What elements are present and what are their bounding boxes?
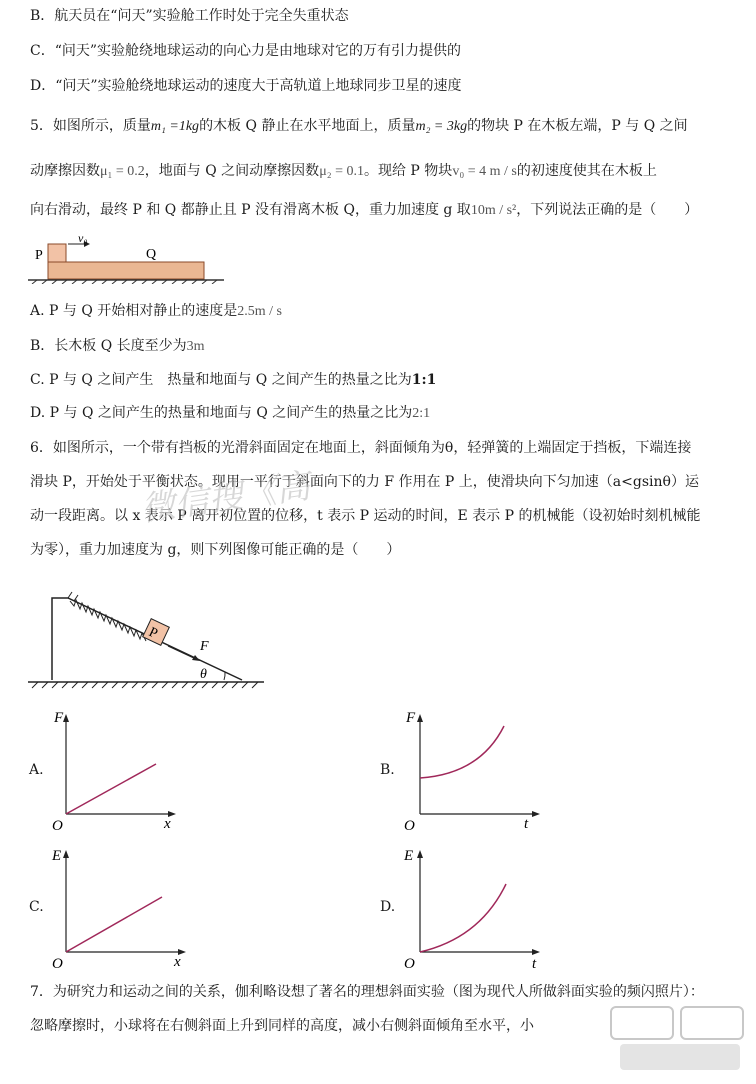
board-q xyxy=(48,262,204,279)
q5-text: 。现给 P 物块 xyxy=(363,163,453,179)
graph-b-label: B. xyxy=(380,762,395,778)
x-axis-label: x xyxy=(174,954,181,970)
q5-text: 动摩擦因数 xyxy=(30,163,100,179)
y-axis-label: F xyxy=(406,710,416,726)
graph-b xyxy=(400,706,550,834)
q5-option-text: C. P 与 Q 之间产生 热量和地面与 Q 之间产生的热量之比为 xyxy=(30,372,412,388)
q5-stem-line2 xyxy=(30,161,657,182)
origin-label: O xyxy=(404,818,415,834)
graph-d xyxy=(400,842,550,970)
x-axis-label: t xyxy=(524,816,529,832)
q5-stem-line3 xyxy=(30,200,698,221)
q5-stem-line1 xyxy=(30,116,688,137)
q5-g: 10m / s² xyxy=(470,203,517,218)
q5-option-text: D. P 与 Q 之间产生的热量和地面与 Q 之间产生的热量之比为 xyxy=(30,405,413,421)
y-axis-label: E xyxy=(52,848,62,864)
corner-watermark-logo xyxy=(600,1000,750,1080)
label-p: P xyxy=(35,248,43,263)
y-axis-label: E xyxy=(404,848,414,864)
origin-label: O xyxy=(52,956,63,970)
graph-line xyxy=(66,897,162,952)
force-label: F xyxy=(200,639,209,654)
graph-curve xyxy=(420,884,506,952)
q5-option-text: B．长木板 Q 长度至少为 xyxy=(30,338,187,354)
x-axis-label: x xyxy=(164,816,171,832)
q5-text: 的初速度使其在木板上 xyxy=(516,163,657,179)
origin-label: O xyxy=(52,818,63,834)
q5-option-value: 2.5m / s xyxy=(237,304,282,319)
q7-stem-line2: 忽略摩擦时，小球将在右侧斜面上升到同样的高度，减小右侧斜面倾角至水平，小 xyxy=(30,1018,534,1034)
label-v0: v₀ xyxy=(78,231,88,245)
graph-curve xyxy=(420,726,504,778)
graph-a-label: A. xyxy=(29,762,44,778)
label-q: Q xyxy=(146,247,157,262)
q6-stem-line2: 滑块 P，开始处于平衡状态。现用一平行于斜面向下的力 F 作用在 P 上，使滑块向下匀加速（a<gsinθ）运 xyxy=(30,474,699,490)
y-axis-arrow xyxy=(417,850,423,858)
q5-text: ，下列说法正确的是（ ） xyxy=(516,202,699,218)
q6-incline-figure xyxy=(28,578,268,690)
x-axis-arrow xyxy=(532,949,540,955)
q5-option-b xyxy=(30,336,205,357)
x-axis-arrow xyxy=(532,811,540,817)
ground-hatch xyxy=(32,682,258,688)
q7-stem-line1: 7．为研究力和运动之间的关系，伽利略设想了著名的理想斜面实验（图为现代人所做斜面实验的频闪照片）： xyxy=(30,984,704,1000)
block-p-label: P xyxy=(146,624,160,642)
q5-text: ，地面与 Q 之间动摩擦因数 xyxy=(144,163,320,179)
q4-option-b: B．航天员在“问天”实验舱工作时处于完全失重状态 xyxy=(30,8,349,24)
q5-option-text: A. P 与 Q 开始相对静止的速度是 xyxy=(30,303,238,319)
q5-option-value: 1:1 xyxy=(411,372,437,388)
q5-option-value: 2:1 xyxy=(412,406,431,421)
y-axis-arrow xyxy=(63,850,69,858)
q5-figure xyxy=(28,228,228,284)
q5-text: 的物块 P 在木板左端，P 与 Q 之间 xyxy=(467,118,688,134)
q5-mu2: μ₂ = 0.1 xyxy=(319,164,364,179)
graph-line xyxy=(66,764,156,814)
graph-c-label: C. xyxy=(29,899,44,915)
q5-v0: v₀ = 4 m / s xyxy=(452,164,517,179)
y-axis-arrow xyxy=(63,714,69,722)
q6-stem-line4: 为零），重力加速度为 g，则下列图像可能正确的是（ ） xyxy=(30,542,401,558)
q5-option-d xyxy=(30,403,430,424)
y-axis-label: F xyxy=(54,710,64,726)
q5-text: 5．如图所示，质量 xyxy=(30,118,151,134)
q4-option-d: D．“问天”实验舱绕地球运动的速度大于高轨道上地球同步卫星的速度 xyxy=(30,78,462,94)
graph-c xyxy=(50,842,200,970)
q5-m1: m₁ =1kg xyxy=(150,119,200,134)
graph-d-label: D. xyxy=(380,899,396,915)
block-p xyxy=(48,244,66,262)
watermark: 微信搜《高 xyxy=(138,466,313,530)
angle-label: θ xyxy=(200,667,207,682)
q6-stem-line3: 动一段距离。以 x 表示 P 离开初位置的位移，t 表示 P 运动的时间，E 表示 P 的机械能（设初始时刻机械能 xyxy=(30,508,701,524)
q5-text: 的木板 Q 静止在水平地面上，质量 xyxy=(199,118,416,134)
q5-option-value: 3m xyxy=(186,339,205,354)
q5-m2: m₂ = 3kg xyxy=(415,119,468,134)
graph-a xyxy=(50,706,190,834)
block-p xyxy=(143,619,170,646)
q4-option-c: C．“问天”实验舱绕地球运动的向心力是由地球对它的万有引力提供的 xyxy=(30,43,462,59)
q5-mu1: μ₁ = 0.2 xyxy=(100,164,145,179)
angle-arc xyxy=(224,672,225,680)
origin-label: O xyxy=(404,956,415,970)
q5-option-a xyxy=(30,301,282,322)
q5-option-c xyxy=(30,370,436,390)
x-axis-label: t xyxy=(532,956,537,970)
y-axis-arrow xyxy=(417,714,423,722)
q5-text: 向右滑动，最终 P 和 Q 都静止且 P 没有滑离木板 Q，重力加速度 g 取 xyxy=(30,202,471,218)
spring xyxy=(70,600,146,641)
q6-stem-line1: 6．如图所示，一个带有挡板的光滑斜面固定在地面上，斜面倾角为θ，轻弹簧的上端固定于挡板，下端连接 xyxy=(30,440,692,456)
